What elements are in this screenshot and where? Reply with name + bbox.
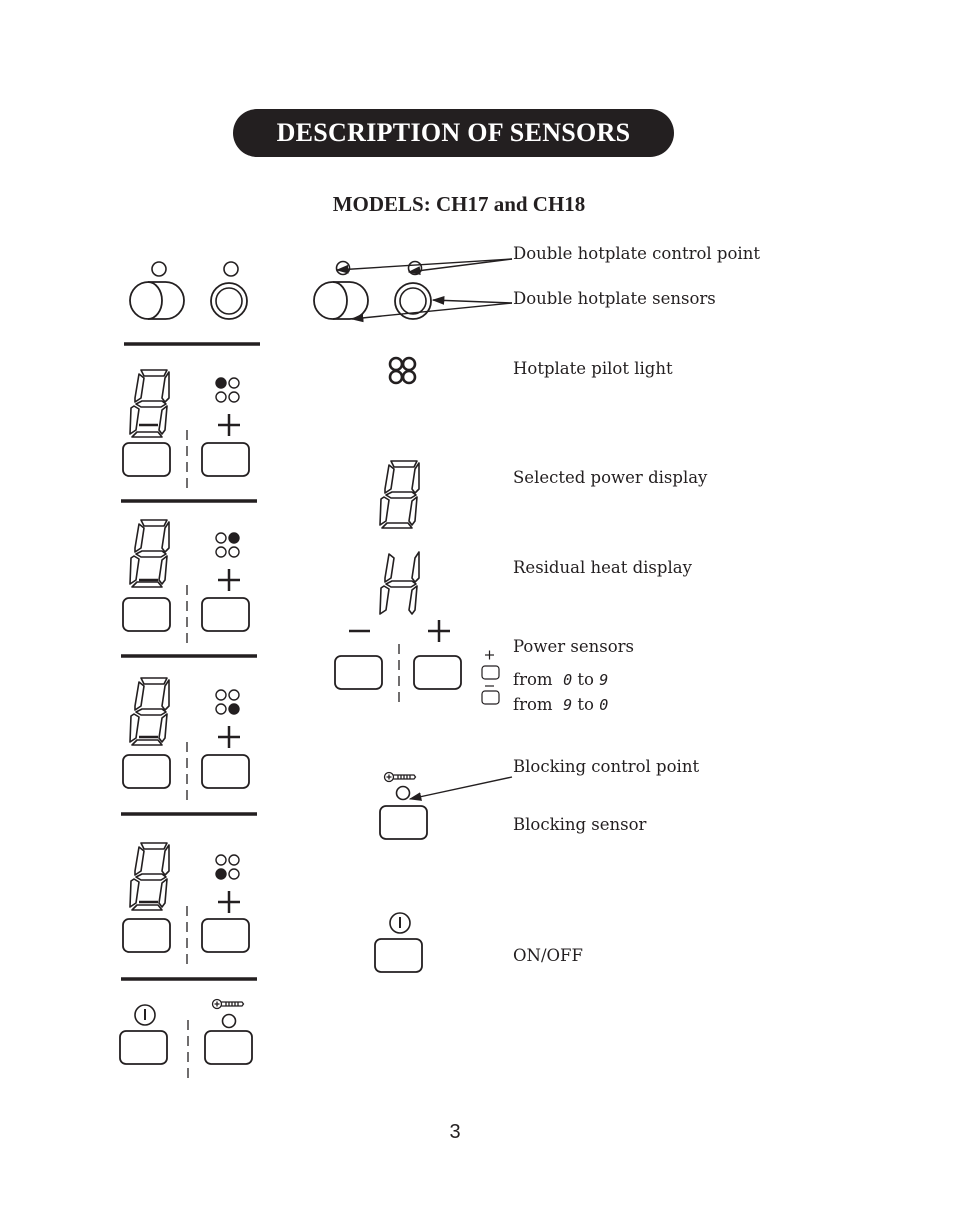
panel-zone-3 (121, 678, 257, 814)
label-pilot-light: Hotplate pilot light (513, 359, 673, 378)
range-down-to: to (577, 695, 594, 714)
label-power-sensors: Power sensors (513, 637, 635, 656)
range-up-end: 9 (599, 671, 609, 689)
panel-onoff-lock (120, 1000, 252, 1081)
label-double-control-point: Double hotplate control point (513, 244, 760, 263)
double-hotplate-icon (314, 262, 431, 320)
label-blocking-control-point: Blocking control point (513, 757, 700, 776)
label-residual-heat: Residual heat display (513, 558, 692, 577)
range-up-from: from (513, 670, 553, 689)
page-title: DESCRIPTION OF SENSORS (276, 118, 631, 147)
power-sensors-icon (335, 620, 499, 704)
page-number: 3 (449, 1121, 461, 1143)
range-up-start: 0 (563, 671, 573, 689)
label-blocking-sensor: Blocking sensor (513, 815, 647, 834)
panel-zone-2 (121, 520, 257, 656)
pilot-light-icon (390, 358, 415, 383)
selected-power-display-icon (380, 461, 419, 528)
range-down-end: 0 (599, 696, 609, 714)
blocking-icon (380, 773, 427, 840)
panel-zone-4 (121, 843, 257, 979)
range-down (513, 695, 608, 714)
label-selected-power: Selected power display (513, 468, 708, 487)
panel-zone-1 (121, 370, 257, 501)
range-down-from: from (513, 695, 553, 714)
leader-arrows (337, 259, 512, 799)
range-up (513, 670, 608, 689)
panel-double-hotplate (124, 262, 260, 344)
models-subtitle: MODELS: CH17 and CH18 (332, 192, 586, 216)
range-down-start: 9 (563, 696, 573, 714)
onoff-icon (375, 913, 422, 972)
range-up-to: to (577, 670, 594, 689)
residual-heat-display-icon (380, 552, 419, 614)
title-banner (233, 109, 674, 157)
label-onoff: ON/OFF (513, 946, 583, 965)
label-double-sensors: Double hotplate sensors (513, 289, 716, 308)
